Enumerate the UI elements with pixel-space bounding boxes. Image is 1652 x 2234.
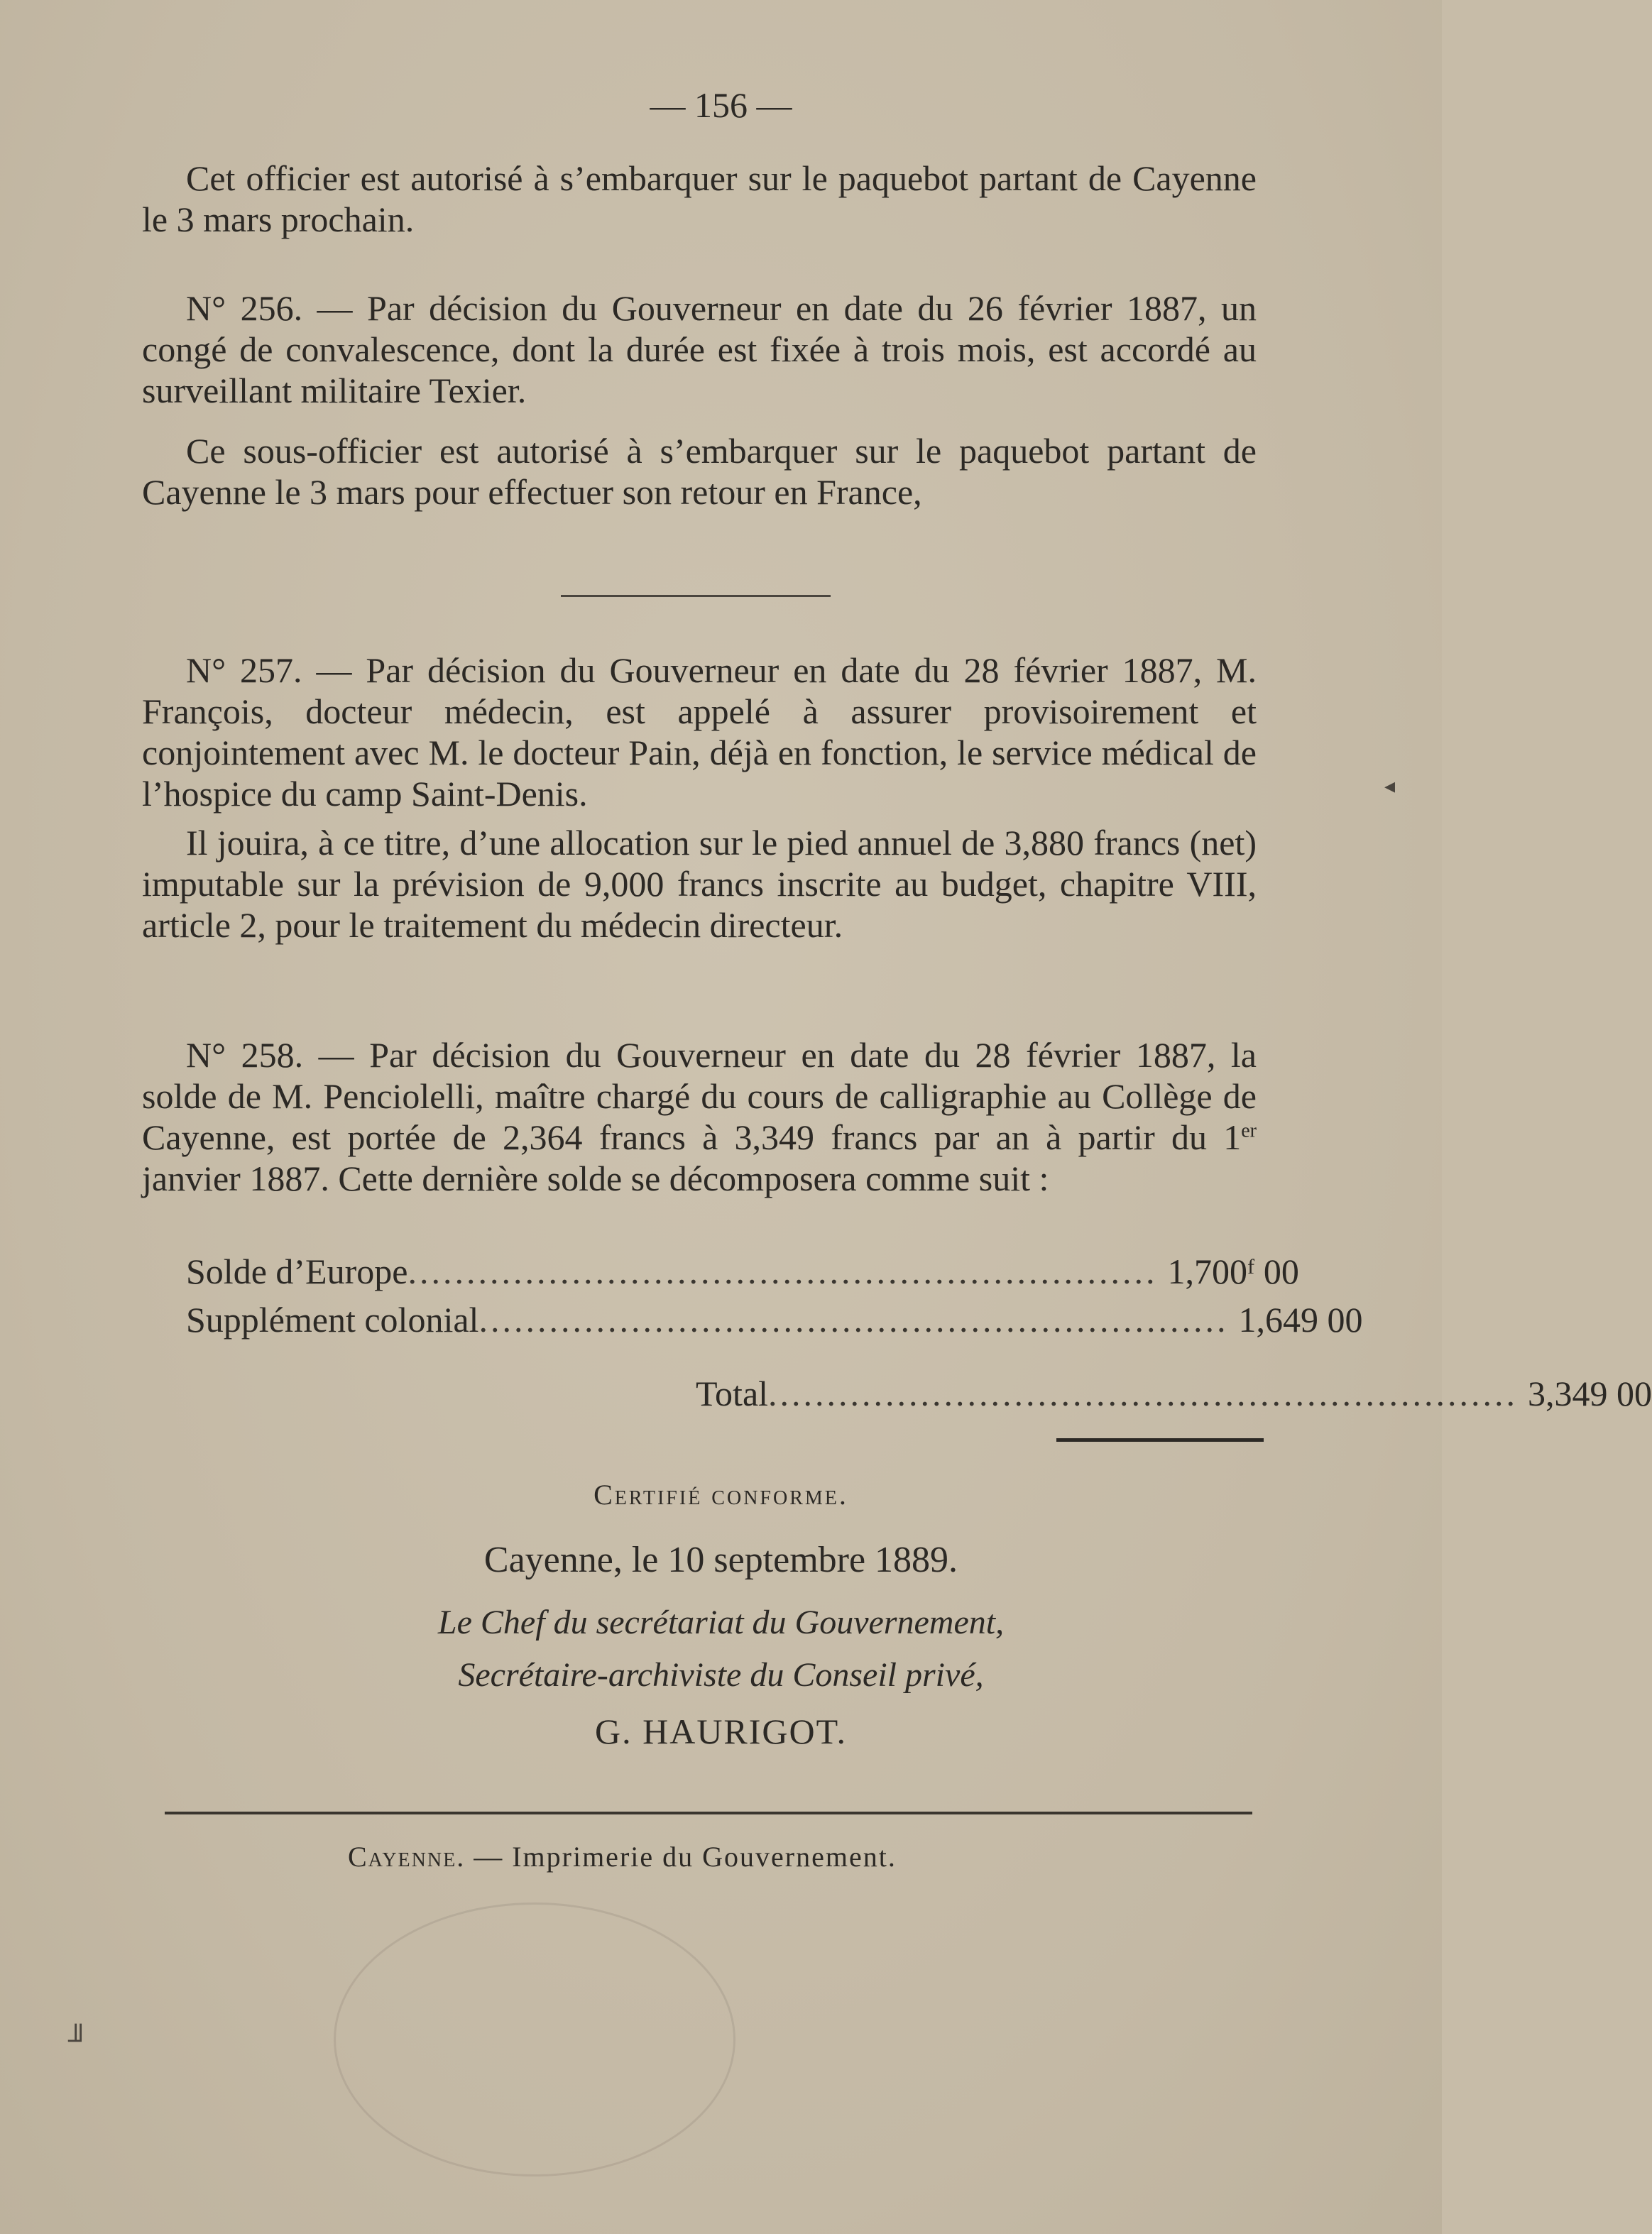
- page-number: — 156 —: [650, 85, 792, 125]
- paragraph-decision-258: [142, 1034, 1257, 1199]
- ledger-row-total: [696, 1373, 1652, 1414]
- imprint-city: Cayenne.: [348, 1841, 466, 1873]
- paragraph-258-part-b: janvier 1887. Cette dernière solde se décomposera comme suit :: [142, 1159, 1049, 1198]
- ledger-row-supplement-colonial: [186, 1299, 1363, 1340]
- paragraph-1: [142, 158, 1257, 240]
- page-mark: ╜: [68, 2024, 89, 2056]
- page-mark: ◂: [1384, 774, 1396, 798]
- ledger-amount: 1,649 00: [1238, 1300, 1363, 1340]
- paragraph-257-text: N° 257. — Par décision du Gouverneur en date du 28 février 1887, M. François, docteur médecin, est appelé à assurer provisoirement et conjointement avec M. le docteur Pain, déjà en fonction, le service médical de l’hospice du camp Saint-Denis.: [142, 650, 1257, 814]
- signatory-title-2: Secrétaire-archiviste du Conseil privé,: [458, 1656, 984, 1694]
- footer-rule: [165, 1812, 1252, 1814]
- place-date: Cayenne, le 10 septembre 1889.: [483, 1540, 958, 1580]
- ledger-total-label: Total: [696, 1374, 769, 1413]
- ledger-total-amount: 3,349 00: [1528, 1374, 1652, 1413]
- paragraph-decision-257: [142, 650, 1257, 814]
- imprint-printer: — Imprimerie du Gouvernement.: [465, 1841, 897, 1873]
- paragraph-258-text: [142, 1034, 1257, 1199]
- ledger-row-solde-europe: [186, 1251, 1299, 1292]
- paragraph-decision-256: [142, 288, 1257, 411]
- leader-dots: ................................................................: [478, 1300, 1229, 1340]
- printer-imprint: [348, 1840, 897, 1873]
- ledger-label: Solde d’Europe: [186, 1252, 408, 1291]
- faded-stamp: [334, 1902, 735, 2176]
- signatory-title-1: Le Chef du secrétariat du Gouvernement,: [437, 1604, 1005, 1641]
- paragraph-258-part-a: N° 258. — Par décision du Gouverneur en date du 28 février 1887, la solde de M. Penciolelli, maître chargé du cours de calligraphie au Collège de Cayenne, est portée de 2,364 francs à 3,349 francs par an à partir du 1: [142, 1035, 1257, 1157]
- paragraph-256-text: N° 256. — Par décision du Gouverneur en date du 26 février 1887, un congé de convalescence, dont la durée est fixée à trois mois, est accordé au surveillant militaire Texier.: [142, 288, 1257, 410]
- ledger-amount: 1,700ᶠ 00: [1167, 1252, 1299, 1291]
- certified-statement: Certifié conforme.: [593, 1479, 848, 1511]
- signatory-name: G. HAURIGOT.: [595, 1712, 847, 1751]
- paragraph-1-text: Cet officier est autorisé à s’embarquer sur le paquebot partant de Cayenne le 3 mars prochain.: [142, 158, 1257, 239]
- superscript-er: er: [1241, 1119, 1257, 1142]
- paragraph-5-text: Il jouira, à ce titre, d’une allocation sur le pied annuel de 3,880 francs (net) imputable sur la prévision de 9,000 francs inscrite au budget, chapitre VIII, article 2, pour le traitement du médecin directeur.: [142, 823, 1257, 945]
- paragraph-3: [142, 430, 1257, 513]
- paragraph-3-text: Ce sous-officier est autorisé à s’embarquer sur le paquebot partant de Cayenne le 3 mars pour effectuer son retour en France,: [142, 431, 1257, 512]
- leader-dots: ................................................................: [768, 1374, 1519, 1413]
- section-divider: [561, 595, 831, 597]
- total-underline: [1056, 1438, 1264, 1442]
- paragraph-5: [142, 822, 1257, 946]
- ledger-label: Supplément colonial: [186, 1300, 479, 1340]
- leader-dots: ................................................................: [407, 1252, 1158, 1291]
